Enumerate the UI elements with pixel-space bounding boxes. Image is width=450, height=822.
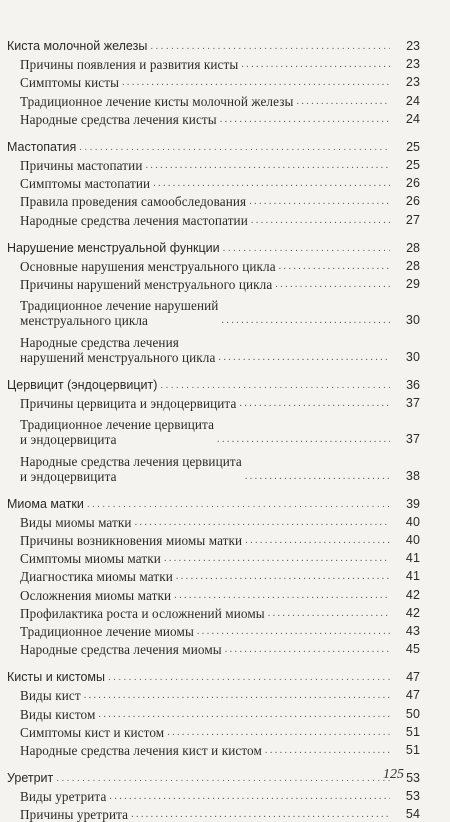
toc-entry-page: 26 [405, 194, 420, 209]
toc-entry-title: Симптомы миомы матки [20, 551, 161, 567]
toc-entry-page: 41 [405, 551, 420, 566]
toc-entry-title: Осложнения миомы матки [20, 587, 172, 603]
dot-leader [241, 60, 390, 70]
toc-entry-page: 41 [405, 569, 420, 584]
dot-leader [275, 280, 390, 290]
toc-entry-page: 23 [405, 75, 420, 90]
toc-subsection-entry [0, 566, 420, 584]
toc-entry-title: Цервицит (эндоцервицит) [7, 377, 158, 392]
toc-subsection-entry [0, 804, 420, 822]
toc-entry-page: 38 [405, 468, 420, 483]
dot-leader [220, 115, 390, 125]
toc-entry-title: Уретрит [7, 770, 54, 785]
toc-subsection-entry [0, 685, 420, 703]
toc-entry-title: Симптомы кисты [20, 75, 120, 91]
dot-leader [109, 792, 390, 802]
toc-entry-title: Традиционное лечение миомы [20, 623, 194, 639]
toc-subsection-entry [0, 393, 420, 411]
toc-entry-title: Народные средства лечения миомы [20, 642, 222, 658]
dot-leader [98, 710, 390, 720]
toc-entry-title: Киста молочной железы [7, 39, 148, 53]
toc-entry-title: Симптомы кист и кистом [20, 724, 165, 740]
toc-entry-page: 36 [406, 377, 420, 392]
dot-leader [131, 810, 390, 820]
dot-leader [245, 536, 390, 546]
toc-entry-page: 53 [406, 770, 420, 785]
toc-entry-page: 26 [405, 176, 420, 191]
toc-subsection-entry [0, 292, 420, 328]
dot-leader [245, 472, 390, 482]
toc-entry-title: Причины уретрита [20, 807, 129, 822]
toc-subsection-entry [0, 155, 420, 173]
toc-entry-title: Симптомы мастопатии [20, 176, 151, 192]
toc-subsection-entry [0, 530, 420, 548]
dot-leader [296, 97, 390, 107]
toc-entry-page: 43 [405, 623, 420, 638]
dot-leader [174, 591, 390, 601]
toc-entry-page: 40 [405, 533, 420, 547]
toc-entry-title: Традиционное лечение нарушений менструального цикла [20, 298, 219, 329]
toc-entry-title: Кисты и кистомы [7, 670, 105, 685]
toc-entry-page: 23 [405, 57, 420, 72]
toc-subsection-entry [0, 328, 420, 364]
toc-subsection-entry [0, 584, 420, 602]
dot-leader [217, 435, 390, 445]
toc-entry-page: 39 [406, 496, 420, 511]
dot-leader [164, 554, 390, 564]
toc-entry-page: 40 [405, 514, 420, 529]
toc-entry-page: 37 [405, 395, 420, 410]
toc-entry-title: Причины цервицита и эндоцервицита [20, 395, 237, 411]
toc-subsection-entry [0, 173, 420, 191]
dot-leader [160, 381, 390, 391]
toc-entry-title: Миома матки [7, 496, 84, 511]
dot-leader [145, 161, 390, 171]
dot-leader [251, 216, 390, 226]
toc-entry-title: Причины появления и развития кисты [20, 57, 239, 73]
toc-entry-page: 47 [406, 670, 420, 685]
toc-subsection-entry [0, 90, 420, 108]
toc-entry-title: Виды миомы матки [20, 514, 132, 530]
dot-leader [197, 627, 390, 637]
dot-leader [239, 399, 390, 409]
toc-entry-title: Народные средства лечения кист и кистом [20, 742, 262, 758]
toc-entry-page: 30 [405, 313, 420, 328]
toc-section-entry [0, 494, 420, 512]
dot-leader [79, 143, 390, 153]
dot-leader [221, 316, 390, 326]
toc-section-entry [0, 238, 420, 256]
toc-entry-page: 53 [405, 789, 420, 804]
dot-leader [56, 774, 390, 784]
dot-leader [84, 691, 390, 701]
toc-subsection-entry [0, 54, 420, 72]
toc-entry-title: Народные средства лечения мастопатии [20, 212, 248, 228]
toc-entry-page: 42 [405, 605, 420, 620]
toc-entry-title: Народные средства лечения нарушений менструального цикла [20, 334, 216, 365]
toc-entry-title: Причины мастопатии [20, 157, 143, 173]
toc-subsection-entry [0, 447, 420, 483]
dot-leader [135, 518, 390, 528]
toc-subsection-entry [0, 109, 420, 127]
toc-entry-title: Основные нарушения менструального цикла [20, 258, 276, 274]
toc-entry-title: Традиционное лечение цервицита и эндоцервицита [20, 417, 215, 448]
dot-leader [218, 353, 390, 363]
toc-entry-title: Виды уретрита [20, 789, 107, 805]
toc-entry-title: Причины нарушений менструального цикла [20, 276, 273, 292]
toc-entry-page: 30 [405, 349, 420, 364]
toc-entry-title: Нарушение менструальной функции [7, 240, 220, 255]
toc-entry-title: Виды кистом [20, 706, 96, 722]
table-of-contents [0, 36, 450, 822]
toc-entry-page: 28 [405, 258, 420, 273]
toc-entry-page: 54 [405, 807, 420, 822]
toc-section-entry [0, 375, 420, 393]
toc-entry-page: 51 [405, 742, 420, 757]
toc-entry-page: 24 [405, 93, 420, 108]
toc-entry-page: 37 [405, 432, 420, 447]
toc-subsection-entry [0, 274, 420, 292]
dot-leader [153, 179, 390, 189]
toc-subsection-entry [0, 740, 420, 758]
toc-entry-page: 25 [406, 139, 420, 154]
toc-subsection-entry [0, 703, 420, 721]
dot-leader [279, 262, 390, 272]
toc-subsection-entry [0, 548, 420, 566]
toc-entry-page: 47 [405, 688, 420, 703]
toc-entry-page: 25 [405, 157, 420, 172]
toc-entry-title: Профилактика роста и осложнений миомы [20, 605, 265, 621]
toc-subsection-entry [0, 512, 420, 530]
toc-section-entry [0, 137, 420, 155]
toc-subsection-entry [0, 256, 420, 274]
dot-leader [122, 78, 390, 88]
toc-entry-title: Мастопатия [7, 139, 77, 154]
toc-subsection-entry [0, 603, 420, 621]
toc-subsection-entry [0, 722, 420, 740]
toc-entry-title: Народные средства лечения кисты [20, 111, 217, 127]
toc-entry-page: 51 [405, 724, 420, 739]
toc-entry-title: Диагностика миомы матки [20, 569, 173, 585]
toc-entry-page: 29 [405, 276, 420, 291]
dot-leader [225, 645, 390, 655]
toc-section-entry [0, 36, 420, 54]
dot-leader [223, 244, 390, 254]
toc-entry-title: Традиционное лечение кисты молочной железы [20, 93, 294, 109]
dot-leader [249, 197, 390, 207]
dot-leader [87, 500, 390, 510]
dot-leader [108, 673, 390, 683]
toc-subsection-entry [0, 209, 420, 227]
toc-entry-page: 42 [405, 587, 420, 602]
dot-leader [150, 42, 390, 52]
toc-subsection-entry [0, 191, 420, 209]
dot-leader [176, 572, 390, 582]
toc-subsection-entry [0, 411, 420, 447]
toc-entry-title: Виды кист [20, 688, 81, 704]
toc-entry-page: 45 [405, 642, 420, 657]
toc-entry-page: 23 [406, 39, 420, 53]
toc-subsection-entry [0, 786, 420, 804]
toc-subsection-entry [0, 639, 420, 657]
toc-entry-page: 24 [405, 111, 420, 126]
dot-leader [265, 746, 390, 756]
toc-entry-title: Причины возникновения миомы матки [20, 533, 243, 548]
toc-subsection-entry [0, 72, 420, 90]
dot-leader [167, 728, 390, 738]
toc-entry-page: 28 [406, 240, 420, 255]
dot-leader [268, 609, 390, 619]
toc-entry-page: 27 [405, 212, 420, 227]
toc-section-entry [0, 667, 420, 685]
toc-entry-title: Народные средства лечения цервицита и эндоцервицита [20, 453, 242, 484]
page-number: 125 [383, 767, 404, 782]
toc-entry-title: Правила проведения самообследования [20, 194, 247, 210]
toc-section-entry [0, 768, 420, 786]
toc-subsection-entry [0, 621, 420, 639]
toc-entry-page: 50 [405, 706, 420, 721]
